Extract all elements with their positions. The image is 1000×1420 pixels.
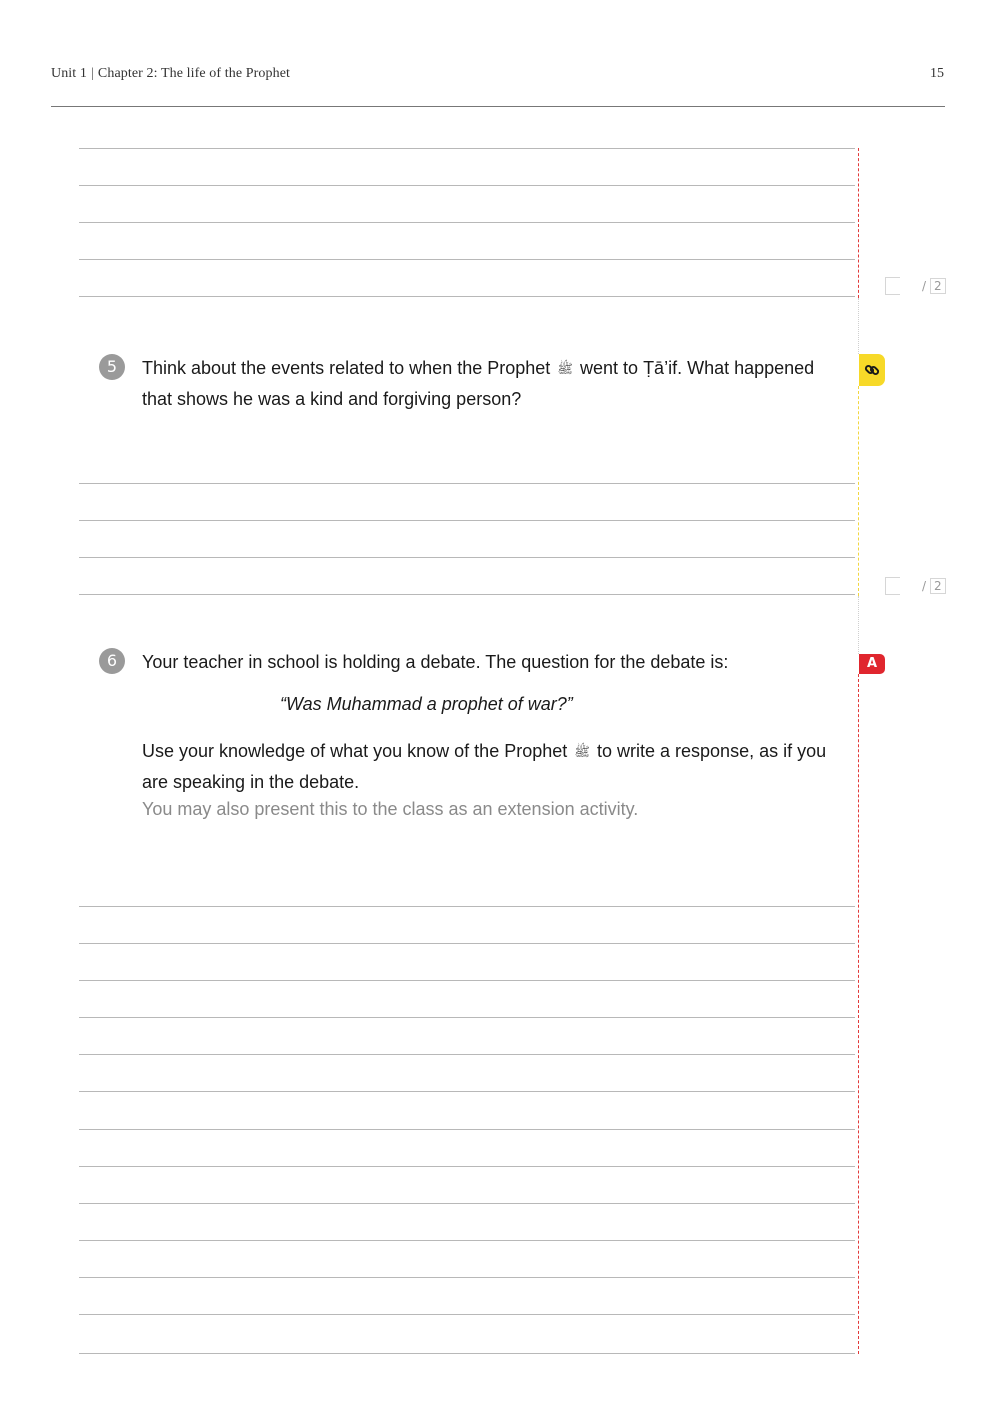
question-number: 5 bbox=[99, 354, 125, 380]
honorific-glyph: ﷺ bbox=[574, 744, 590, 760]
answer-line[interactable] bbox=[79, 1314, 855, 1315]
question-6-text: Your teacher in school is holding a debate. The question for the debate is: bbox=[142, 652, 729, 672]
answer-line[interactable] bbox=[79, 1129, 855, 1130]
running-header bbox=[51, 66, 290, 82]
answer-line[interactable] bbox=[79, 259, 855, 260]
header-separator: | bbox=[91, 66, 94, 81]
answer-line[interactable] bbox=[79, 1277, 855, 1278]
margin-line-grey bbox=[858, 298, 859, 354]
margin-line-yellow bbox=[858, 386, 859, 596]
assessment-a-badge[interactable]: A bbox=[859, 654, 885, 674]
answer-line[interactable] bbox=[79, 1054, 855, 1055]
answer-line[interactable] bbox=[79, 1240, 855, 1241]
answer-line[interactable] bbox=[79, 1091, 855, 1092]
answer-line[interactable] bbox=[79, 980, 855, 981]
answer-line[interactable] bbox=[79, 557, 855, 558]
score-max: / 2 bbox=[922, 578, 946, 594]
answer-line[interactable] bbox=[79, 906, 855, 907]
answer-line[interactable] bbox=[79, 222, 855, 223]
link-icon bbox=[864, 362, 880, 378]
answer-line[interactable] bbox=[79, 520, 855, 521]
answer-line[interactable] bbox=[79, 1166, 855, 1167]
answer-line[interactable] bbox=[79, 1017, 855, 1018]
margin-line-red bbox=[858, 148, 859, 298]
answer-line[interactable] bbox=[79, 594, 855, 595]
debate-quote: “Was Muhammad a prophet of war?” bbox=[280, 694, 573, 714]
answer-line[interactable] bbox=[79, 483, 855, 484]
score-input-box[interactable] bbox=[885, 577, 900, 595]
question-6-instruction: Use your knowledge of what you know of the Prophet ﷺ to write a response, as if you are speaking in the debate. bbox=[142, 736, 847, 797]
page-number: 15 bbox=[930, 66, 944, 81]
extension-note: You may also present this to the class as an extension activity. bbox=[142, 799, 639, 819]
question-5-text: Think about the events related to when the Prophet ﷺ went to Ṭā’if. What happened that shows he was a kind and forgiving person? bbox=[142, 353, 847, 414]
answer-line[interactable] bbox=[79, 943, 855, 944]
answer-line[interactable] bbox=[79, 296, 855, 297]
score-input-box[interactable] bbox=[885, 277, 900, 295]
answer-line[interactable] bbox=[79, 185, 855, 186]
answer-line[interactable] bbox=[79, 1353, 855, 1354]
chapter-label: Chapter 2: The life of the Prophet bbox=[97, 66, 290, 81]
link-tag[interactable] bbox=[859, 354, 885, 386]
honorific-glyph: ﷺ bbox=[557, 361, 574, 377]
answer-line[interactable] bbox=[79, 1203, 855, 1204]
question-number: 6 bbox=[99, 648, 125, 674]
margin-line-red bbox=[858, 674, 859, 1354]
answer-line[interactable] bbox=[79, 148, 855, 149]
header-rule bbox=[51, 106, 945, 107]
unit-label: Unit 1 bbox=[51, 66, 87, 81]
margin-line-grey bbox=[858, 596, 859, 654]
score-max: / 2 bbox=[922, 278, 946, 294]
